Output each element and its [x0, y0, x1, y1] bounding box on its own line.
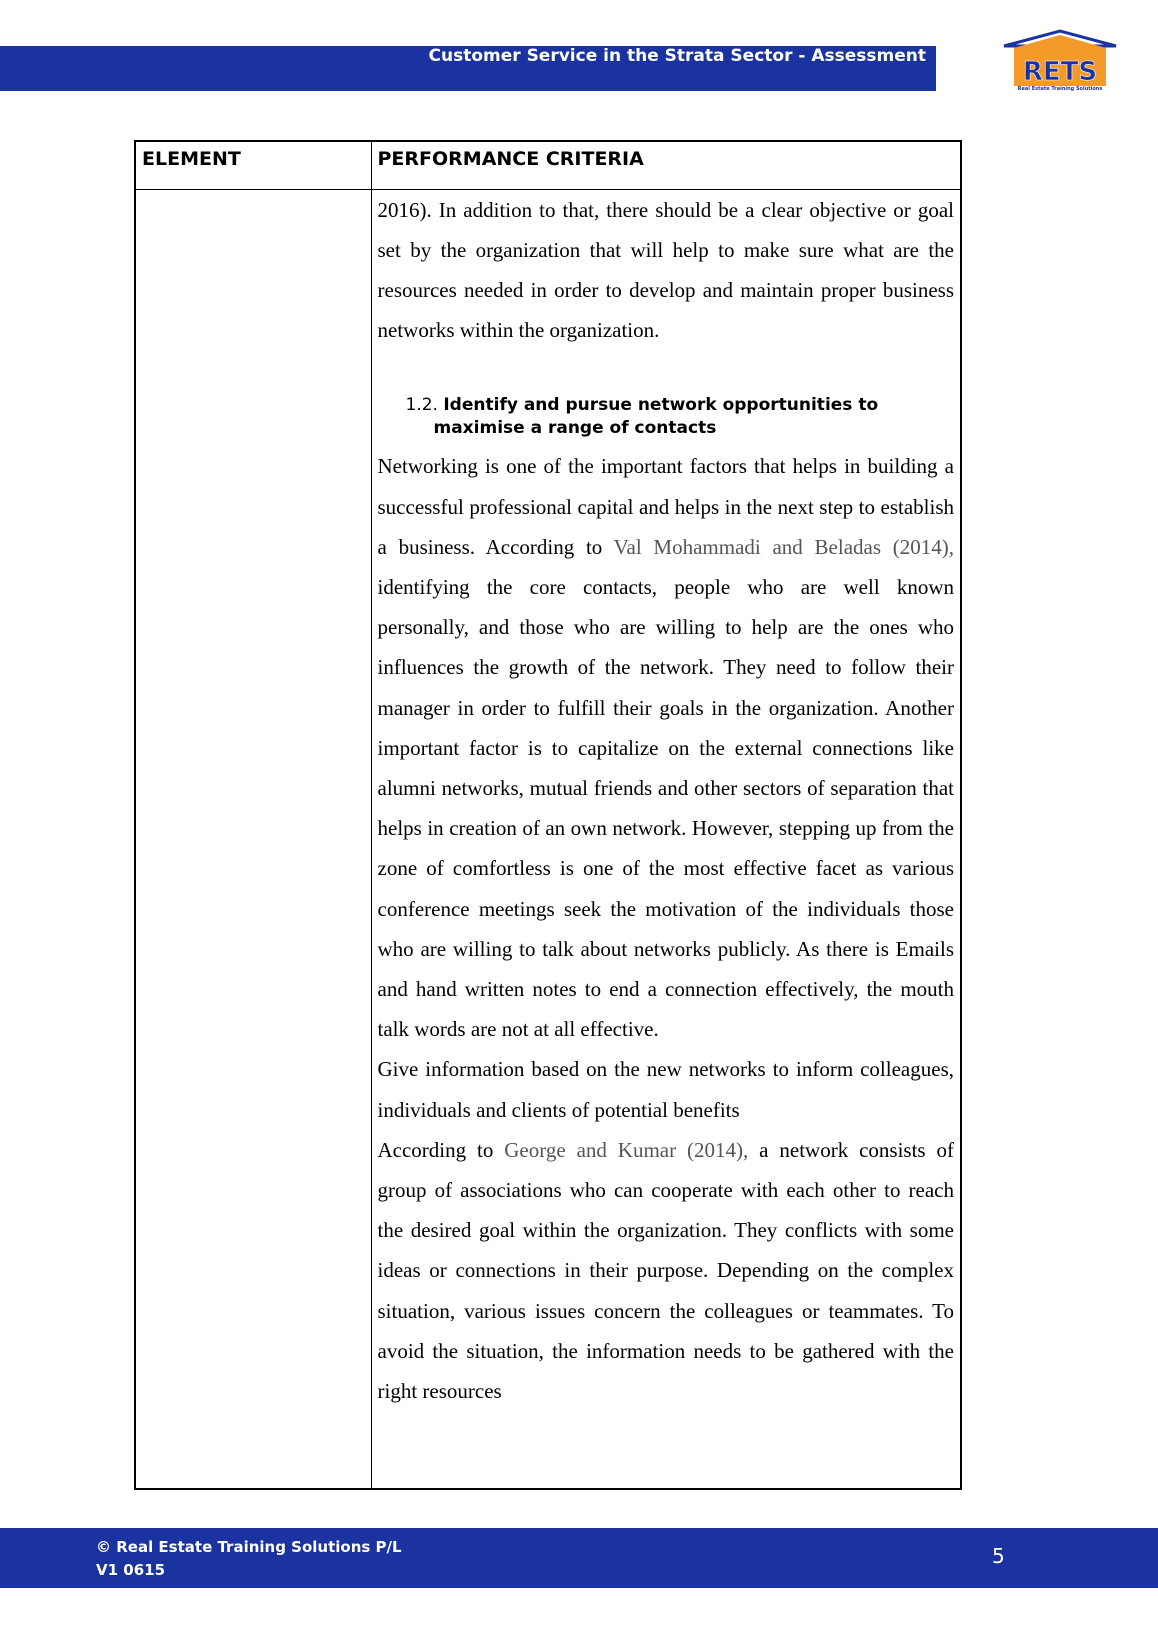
subheading-line2: maximise a range of contacts — [433, 418, 717, 439]
subheading-line1: Identify and pursue network opportunities to — [443, 395, 879, 416]
header-bar — [0, 46, 936, 91]
svg-text:RETS: RETS — [1022, 57, 1098, 87]
version: V1 0615 — [96, 1561, 166, 1579]
paragraph — [378, 1130, 955, 1411]
column-header-criteria: PERFORMANCE CRITERIA — [371, 141, 961, 189]
criteria-cell — [371, 189, 961, 1489]
subheading-number: 1.2. — [405, 395, 438, 416]
rets-logo — [1000, 28, 1120, 96]
document-title: Customer Service in the Strata Sector - Assessment — [428, 46, 926, 66]
paragraph: Give information based on the new networks to inform colleagues, individuals and clients of potential benefits — [377, 1057, 954, 1122]
text: identifying the core contacts, people who are well known personally, and those who are willing to help are the ones who influences the growth of the network. They need to follow their manager in order to fulfill their goals in the organization. Another important factor is to capitalize on the external connections like alumni networks, mutual friends and other sectors of separation that helps in creation of an own network. However, stepping up from the zone of comfortless is one of the most effective facet as various conference meetings seek the motivation of the individuals those who are willing to talk about networks publicly. As there is Emails and hand written notes to end a connection effectively, the mouth talk words are not at all effective. — [377, 574, 954, 1042]
criteria-table — [134, 140, 962, 1490]
text: a network consists of group of associations who can cooperate with each other to reach the desired goal within the organization. They conflicts with some ideas or connections in their purpose. Depending on the complex situation, various issues concern the colleagues or teammates. To avoid the situation, the information needs to be gathered with the right resources — [377, 1137, 954, 1403]
house-logo-icon — [1000, 28, 1120, 88]
page-number: 5 — [992, 1544, 1005, 1568]
paragraph: 2016). In addition to that, there should be a clear objective or goal set by the organization that will help to make sure what are the resources needed in order to develop and maintain proper business networks within the organization. — [377, 197, 954, 343]
footer-bar — [0, 1528, 1158, 1588]
citation: George and Kumar (2014), — [504, 1137, 749, 1162]
logo-subtitle: Real Estate Training Solutions — [1017, 86, 1103, 92]
element-cell — [135, 189, 371, 1489]
copyright: © Real Estate Training Solutions P/L — [96, 1538, 402, 1556]
subheading — [378, 394, 955, 440]
paragraph — [378, 446, 955, 1049]
text: According to — [377, 1137, 505, 1162]
text: Networking is one of the important factors that helps in building a successful professional capital and helps in the next step to establish a business. According to — [377, 454, 954, 559]
citation: Val Mohammadi and Beladas (2014), — [613, 534, 954, 559]
column-header-element: ELEMENT — [135, 141, 371, 189]
